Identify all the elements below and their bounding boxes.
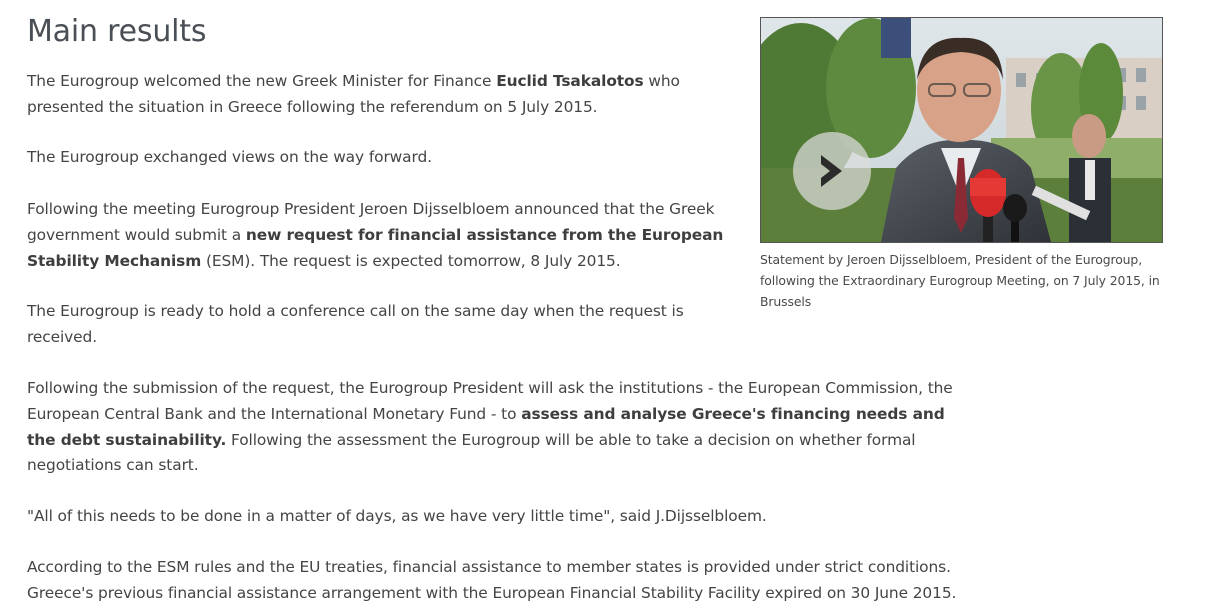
paragraph-quote: "All of this needs to be done in a matter of days, as we have very little time", said J.Dijsselbloem.	[27, 507, 767, 525]
paragraph-assessment	[27, 376, 977, 479]
paragraph-text: The Eurogroup welcomed the new Greek Minister for Finance	[27, 72, 497, 90]
video-caption: Statement by Jeroen Dijsselbloem, President of the Eurogroup, following the Extraordinary Eurogroup Meeting, on 7 July 2015, in Brussels	[760, 252, 1160, 309]
play-chevron-icon	[815, 152, 849, 190]
paragraph-text: who presented the situation in Greece following the referendum on 5 July 2015.	[27, 72, 680, 116]
paragraph-text: (ESM). The request is expected tomorrow, 8 July 2015.	[201, 251, 621, 270]
paragraph-conference-call: The Eurogroup is ready to hold a conference call on the same day when the request is received.	[27, 302, 684, 346]
play-button[interactable]	[793, 132, 871, 210]
paragraph-text: Following the submission of the request, the Eurogroup President will ask the institutions - the European Commission, the European Central Bank and the International Monetary Fund - to	[27, 379, 953, 423]
paragraph-views: The Eurogroup exchanged views on the way forward.	[27, 148, 432, 166]
minister-name: Euclid Tsakalotos	[496, 72, 644, 90]
esm-request-emphasis: new request for financial assistance from the European Stability Mechanism	[27, 225, 724, 270]
paragraph-esm-rules: According to the ESM rules and the EU treaties, financial assistance to member states is provided under strict conditions. Greece's previous financial assistance arrangement with the European Financial Stability Facility expired on 30 June 2015.	[27, 558, 957, 602]
video-player[interactable]	[760, 17, 1163, 243]
paragraph-text: Following the assessment the Eurogroup will be able to take a decision on whether formal negotiations can start.	[27, 430, 916, 475]
paragraph-minister	[27, 69, 727, 121]
page-title: Main results	[27, 14, 207, 49]
assessment-emphasis: assess and analyse Greece's financing needs and the debt sustainability.	[27, 404, 945, 449]
paragraph-text: Following the meeting Eurogroup President Jeroen Dijsselbloem announced that the Greek government would submit a	[27, 200, 715, 244]
paragraph-request	[27, 197, 739, 274]
